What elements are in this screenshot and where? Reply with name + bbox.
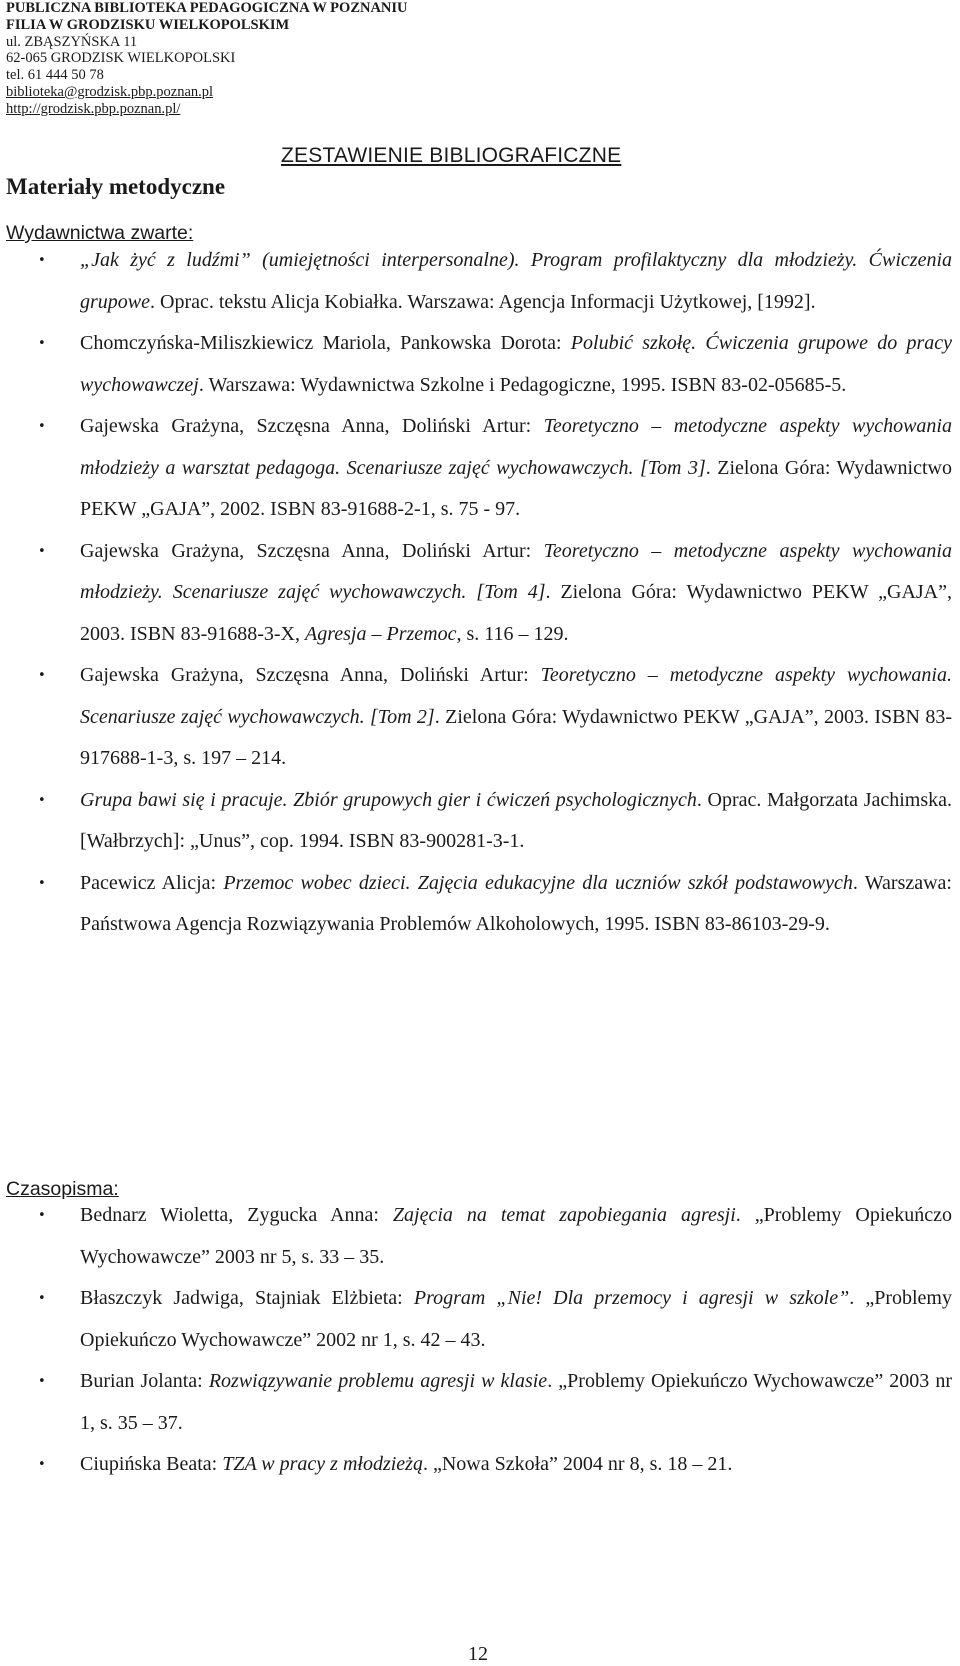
entry-text: , s. 116 – 129. [456,622,569,645]
bullet-icon: • [38,1291,46,1306]
bullet-icon: • [38,1208,46,1223]
bullet-icon: • [38,543,46,559]
bullet-icon: • [38,1374,46,1389]
library-name: PUBLICZNA BIBLIOTEKA PEDAGOGICZNA W POZNANIU [6,0,408,16]
bullet-icon: • [38,668,46,683]
bullet-icon: • [38,1457,46,1472]
entry-text: . Zielona Góra: Wydawnictwo PEKW „GAJA”, 2003. ISBN 83-91688-3-X, [80,581,952,645]
phone-number: tel. 61 444 50 78 [6,67,104,84]
entry-title-text: Polubić szkołę. Ćwiczenia grupowe do pracy wychowawczej [80,332,953,396]
entry-text: . „Nowa Szkoła” 2004 nr 8, s. 18 – 21. [422,1453,733,1475]
entry-title-text: TZA w pracy z młodzieżą [222,1453,423,1475]
entry-title-text: „Jak żyć z ludźmi” (umiejętności interpersonalne). Program profilaktyczny dla młodzieży. Ćwiczenia grupowe [80,249,952,313]
bibliography-entry [0,531,960,656]
website-link[interactable]: http://grodzisk.pbp.poznan.pl/ [6,100,181,117]
entry-title-text: Rozwiązywanie problemu agresji w klasie [208,1370,548,1392]
entry-text: . „Problemy Opiekuńczo Wychowawcze” 2003 nr 5, s. 33 – 35. [80,1204,953,1268]
journals-heading: Czasopisma: [6,1178,119,1200]
entry-title-text: Teoretyczno – metodyczne aspekty wychowania. Scenariusze zajęć wychowawczych. [Tom 2] [80,664,952,728]
library-header [6,0,408,118]
entry-text: . „Problemy Opiekuńczo Wychowawcze” 2002 nr 1, s. 42 – 43. [80,1287,952,1351]
bullet-icon: • [38,253,46,268]
entry-text: Chomczyńska-Miliszkiewicz Mariola, Pankowska Dorota: [80,332,571,354]
entry-title-text: Agresja – Przemoc [305,622,457,645]
entry-title-text: Program „Nie! Dla przemocy i agresji w szkole” [413,1287,850,1309]
entry-title-text: Teoretyczno – metodyczne aspekty wychowania młodzieży. Scenariusze zajęć wychowawczych. [Tom 4] [80,539,952,603]
bibliography-entry [0,1444,960,1486]
entry-text: . Oprac. tekstu Alicja Kobiałka. Warszawa: Agencja Informacji Użytkowej, [1992]. [150,290,816,313]
branch-name: FILIA W GRODZISKU WIELKOPOLSKIM [6,16,290,33]
bibliography-entry [0,780,960,863]
entry-title-text: Przemoc wobec dzieci. Zajęcia edukacyjne dla uczniów szkół podstawowych [223,871,853,894]
books-list [0,240,960,946]
journals-list [0,1195,960,1486]
entry-text: Bednarz Wioletta, Zygucka Anna: [80,1204,393,1226]
bullet-icon: • [38,336,46,351]
entry-text: Burian Jolanta: [80,1370,209,1392]
bullet-icon: • [38,792,46,808]
bullet-icon: • [38,875,46,891]
entry-text: . Oprac. Małgorzata Jachimska. [Wałbrzych]: „Unus”, cop. 1994. ISBN 83-900281-3-1. [80,788,953,852]
entry-title-text: Zajęcia na temat zapobiegania agresji [392,1204,736,1226]
entry-text: Gajewska Grażyna, Szczęsna Anna, Doliński Artur: [80,664,541,686]
entry-text: . Zielona Góra: Wydawnictwo PEKW „GAJA”, 2002. ISBN 83-91688-2-1, s. 75 - 97. [80,456,952,520]
entry-text: . Zielona Góra: Wydawnictwo PEKW „GAJA”, 2003. ISBN 83-917688-1-3, s. 197 – 214. [80,705,952,769]
document-subtitle: Materiały metodyczne [6,174,226,199]
bibliography-entry [0,1195,960,1278]
bullet-icon: • [38,419,46,434]
books-heading: Wydawnictwa zwarte: [6,222,194,244]
page-number: 12 [468,1643,488,1665]
entry-text: . „Problemy Opiekuńczo Wychowawcze” 2003 nr 1, s. 35 – 37. [80,1370,953,1434]
street-address: ul. ZBĄSZYŃSKA 11 [6,33,138,50]
entry-text: Pacewicz Alicja: [80,871,224,894]
bibliography-entry [0,406,960,531]
bibliography-entry [0,655,960,780]
bibliography-entry [0,863,960,946]
bibliography-entry [0,323,960,406]
bibliography-entry [0,1361,960,1444]
bibliography-entry [0,1278,960,1361]
entry-text: Ciupińska Beata: [80,1453,223,1475]
city-address: 62-065 GRODZISK WIELKOPOLSKI [6,50,236,67]
entry-text: Gajewska Grażyna, Szczęsna Anna, Doliński Artur: [80,415,544,437]
entry-title-text: Grupa bawi się i pracuje. Zbiór grupowych gier i ćwiczeń psychologicznych [80,788,697,811]
entry-text: . Warszawa: Państwowa Agencja Rozwiązywania Problemów Alkoholowych, 1995. ISBN 83-86103-29-9. [80,871,952,935]
document-title: ZESTAWIENIE BIBLIOGRAFICZNE [281,144,622,167]
bibliography-entry [0,240,960,323]
entry-text: Błaszczyk Jadwiga, Stajniak Elżbieta: [80,1287,414,1309]
entry-text: Gajewska Grażyna, Szczęsna Anna, Doliński Artur: [80,539,544,562]
entry-title-text: Teoretyczno – metodyczne aspekty wychowania młodzieży a warsztat pedagoga. Scenariusze zajęć wychowawczych. [Tom 3] [80,415,952,479]
email-link[interactable]: biblioteka@grodzisk.pbp.poznan.pl [6,83,214,100]
entry-text: . Warszawa: Wydawnictwa Szkolne i Pedagogiczne, 1995. ISBN 83-02-05685-5. [198,373,847,396]
